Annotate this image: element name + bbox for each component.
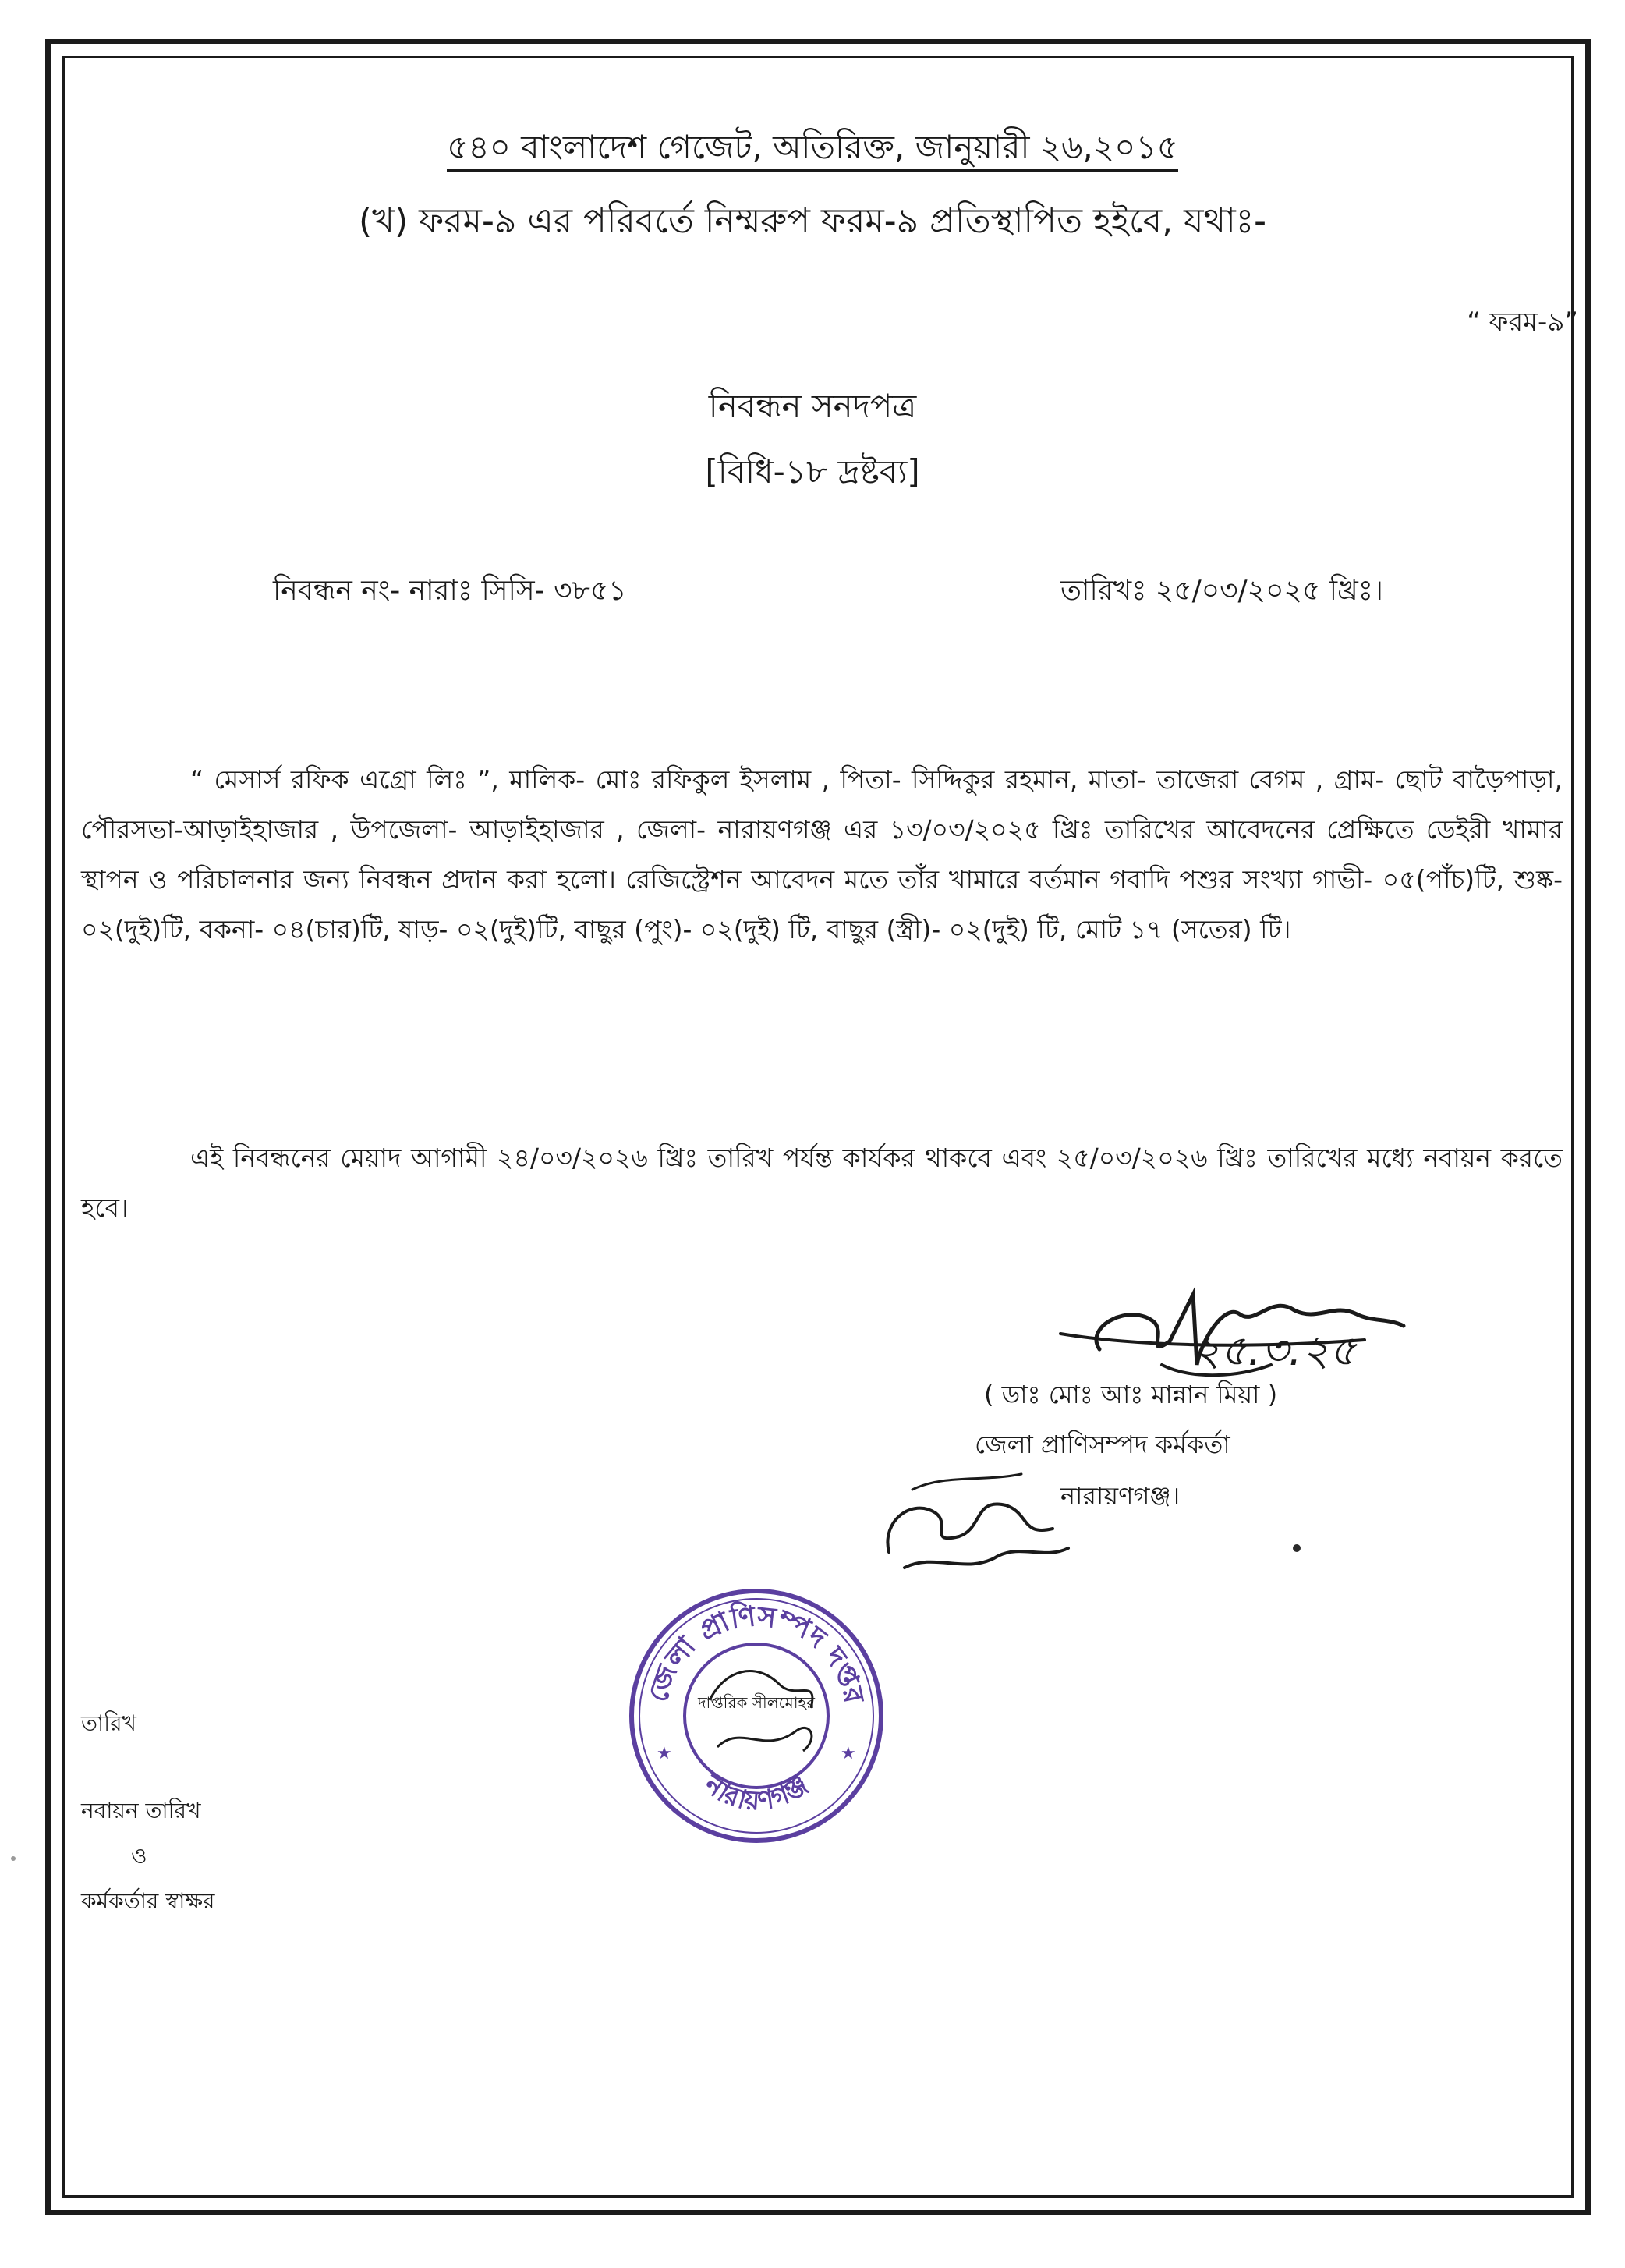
svg-text:দাপ্তরিক সীলমোহর: দাপ্তরিক সীলমোহর (697, 1693, 816, 1712)
svg-text:নারায়ণগঞ্জ: নারায়ণগঞ্জ (698, 1769, 815, 1817)
svg-text:জেলা প্রাণিসম্পদ দপ্তর: জেলা প্রাণিসম্পদ দপ্তর (642, 1600, 870, 1706)
handwritten-date (1185, 1318, 1427, 1380)
rule-reference: [বিধি-১৮ দ্রষ্টব্য] (705, 452, 920, 491)
signatory-designation: জেলা প্রাণিসম্পদ কর্মকর্তা (975, 1430, 1230, 1459)
svg-text:★: ★ (841, 1744, 856, 1763)
svg-text:★: ★ (657, 1744, 672, 1763)
ink-dot (1293, 1544, 1301, 1552)
gazette-header: ৫৪০ বাংলাদেশ গেজেট, অতিরিক্ত, জানুয়ারী ২৬,২০১৫ (0, 131, 1625, 164)
signatory-place: নারায়ণগঞ্জ। (1060, 1481, 1181, 1511)
signatory-name: ( ডাঃ মোঃ আঃ মান্নান মিয়া ) (984, 1380, 1278, 1409)
document-border-inner (62, 56, 1574, 2198)
certificate-date: তারিখঃ ২৫/০৩/২০২৫ খ্রিঃ। (1060, 575, 1383, 607)
footer-renewal-date-label: নবায়ন তারিখ (81, 1798, 201, 1823)
certificate-title: নিবন্ধন সনদপত্র (708, 387, 917, 425)
footer-officer-signature-label: কর্মকর্তার স্বাক্ষর (81, 1888, 215, 1914)
footer-and-label: ও (131, 1843, 147, 1869)
svg-text:২৫.৩.২৫: ২৫.৩.২৫ (1193, 1326, 1357, 1375)
validity-paragraph: এই নিবন্ধনের মেয়াদ আগামী ২৪/০৩/২০২৬ খ্রিঃ তারিখ পর্যন্ত কার্যকর থাকবে এবং ২৫/০৩/২০২৬ খ্রিঃ তারিখের মধ্যে নবায়ন করতে হবে। (81, 1143, 1563, 1223)
official-seal-icon (624, 1583, 889, 1848)
certificate-body-paragraph: “ মেসার্স রফিক এগ্রো লিঃ ”, মালিক- মোঃ রফিকুল ইসলাম , পিতা- সিদ্দিকুর রহমান, মাতা- তাজেরা বেগম , গ্রাম- ছোট বাড়ৈপাড়া, পৌরসভা-আড়াইহাজার , উপজেলা- আড়াইহাজার , জেলা- নারায়ণগঞ্জ এর ১৩/০৩/২০২৫ খ্রিঃ তারিখের আবেদনের প্রেক্ষিতে ডেইরী খামার স্থাপন ও পরিচালনার জন্য নিবন্ধন প্রদান করা হলো। রেজিস্ট্রেশন আবেদন মতে তাঁর খামারে বর্তমান গবাদি পশুর সংখ্যা গাভী- ০৫(পাঁচ)টি, শুষ্ক- ০২(দুই)টি, বকনা- ০৪(চার)টি, ষাড়- ০২(দুই)টি, বাছুর (পুং)- ০২(দুই) টি, বাছুর (স্ত্রী)- ০২(দুই) টি, মোট ১৭ (সতের) টি। (81, 764, 1563, 944)
footer-date-label: তারিখ (81, 1710, 136, 1736)
substitution-line: (খ) ফরম-৯ এর পরিবর্তে নিম্মরুপ ফরম-৯ প্রতিস্থাপিত হইবে, যথাঃ- (358, 201, 1267, 241)
form-label: “ ফরম-৯” (1467, 307, 1578, 338)
registration-number: নিবন্ধন নং- নারাঃ সিসি- ৩৮৫১ (273, 575, 627, 607)
page-speck (11, 1856, 16, 1861)
initials-scribble-icon (866, 1458, 1084, 1583)
